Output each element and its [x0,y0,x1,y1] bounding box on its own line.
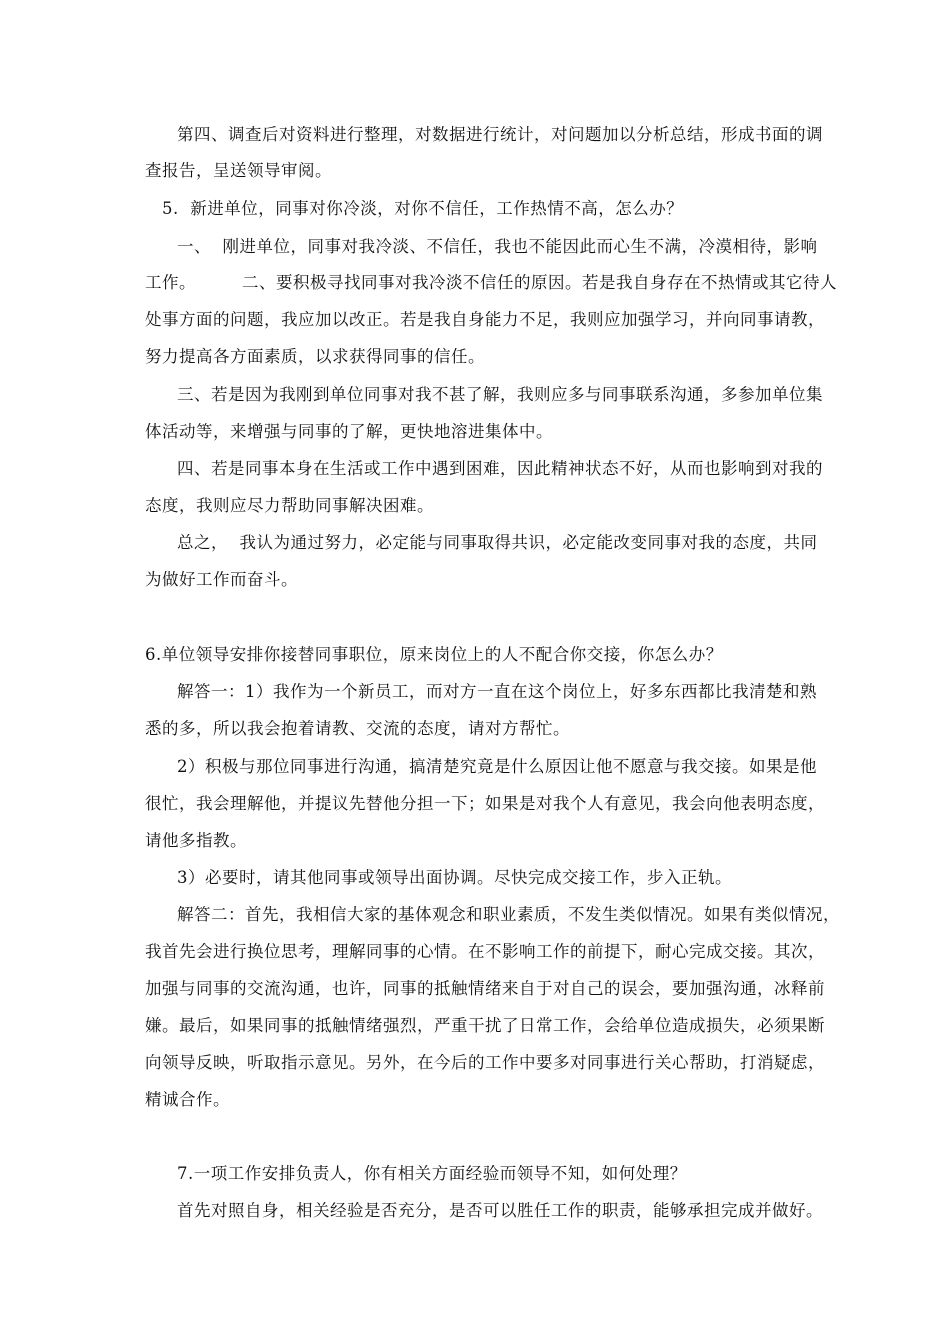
paragraph-line: 体活动等，来增强与同事的了解，更快地溶进集体中。 [145,422,553,441]
question-heading-5: 5. 新进单位，同事对你冷淡，对你不信任，工作热情不高，怎么办？ [162,199,684,218]
paragraph-line: 处事方面的问题，我应加以改正。若是我自身能力不足，我则应加强学习，并向同事请教， [145,310,825,329]
paragraph-line: 我首先会进行换位思考，理解同事的心情。在不影响工作的前提下，耐心完成交接。其次， [145,942,825,961]
paragraph-line: 精诚合作。 [145,1090,230,1109]
paragraph-line: 3）必要时，请其他同事或领导出面协调。尽快完成交接工作，步入正轨。 [177,868,732,887]
paragraph-line: 向领导反映，听取指示意见。另外，在今后的工作中要多对同事进行关心帮助，打消疑虑， [145,1053,825,1072]
paragraph-line: 四、若是同事本身在生活或工作中遇到困难，因此精神状态不好，从而也影响到对我的 [177,459,823,478]
paragraph-line: 查报告，呈送领导审阅。 [145,161,332,180]
paragraph-line: 为做好工作而奋斗。 [145,570,298,589]
paragraph-line: 加强与同事的交流沟通，也许，同事的抵触情绪来自于对自己的误会，要加强沟通，冰释前 [145,979,825,998]
question-heading-7: 7.一项工作安排负责人，你有相关方面经验而领导不知，如何处理？ [177,1164,687,1183]
paragraph-line: 努力提高各方面素质，以求获得同事的信任。 [145,347,485,366]
paragraph-line: 态度，我则应尽力帮助同事解决困难。 [145,496,434,515]
paragraph-line: 解答二：首先，我相信大家的基体观念和职业素质，不发生类似情况。如果有类似情况， [177,905,840,924]
paragraph-line: 一、 刚进单位，同事对我冷淡、不信任，我也不能因此而心生不满，冷漠相待，影响 [177,237,818,256]
paragraph-line: 解答一：1）我作为一个新员工，而对方一直在这个岗位上，好多东西都比我清楚和熟 [177,682,817,701]
paragraph-line: 悉的多，所以我会抱着请教、交流的态度，请对方帮忙。 [145,719,570,738]
paragraph-line: 三、若是因为我刚到单位同事对我不甚了解，我则应多与同事联系沟通，多参加单位集 [177,385,823,404]
paragraph-line: 首先对照自身，相关经验是否充分，是否可以胜任工作的职责，能够承担完成并做好。 [177,1201,823,1220]
paragraph-line: 很忙，我会理解他，并提议先替他分担一下；如果是对我个人有意见，我会向他表明态度， [145,794,825,813]
paragraph-line: 2）积极与那位同事进行沟通，搞清楚究竟是什么原因让他不愿意与我交接。如果是他 [177,757,817,776]
paragraph-line: 请他多指教。 [145,831,247,850]
paragraph-line: 工作。 二、要积极寻找同事对我冷淡不信任的原因。若是我自身存在不热情或其它待人 [145,273,837,292]
question-heading-6: 6.单位领导安排你接替同事职位，原来岗位上的人不配合你交接，你怎么办？ [145,645,723,664]
paragraph-line: 总之， 我认为通过努力，必定能与同事取得共识，必定能改变同事对我的态度，共同 [177,533,818,552]
paragraph-line: 嫌。最后，如果同事的抵触情绪强烈，严重干扰了日常工作，会给单位造成损失，必须果断 [145,1016,825,1035]
paragraph-line: 第四、调查后对资料进行整理，对数据进行统计，对问题加以分析总结，形成书面的调 [177,125,823,144]
